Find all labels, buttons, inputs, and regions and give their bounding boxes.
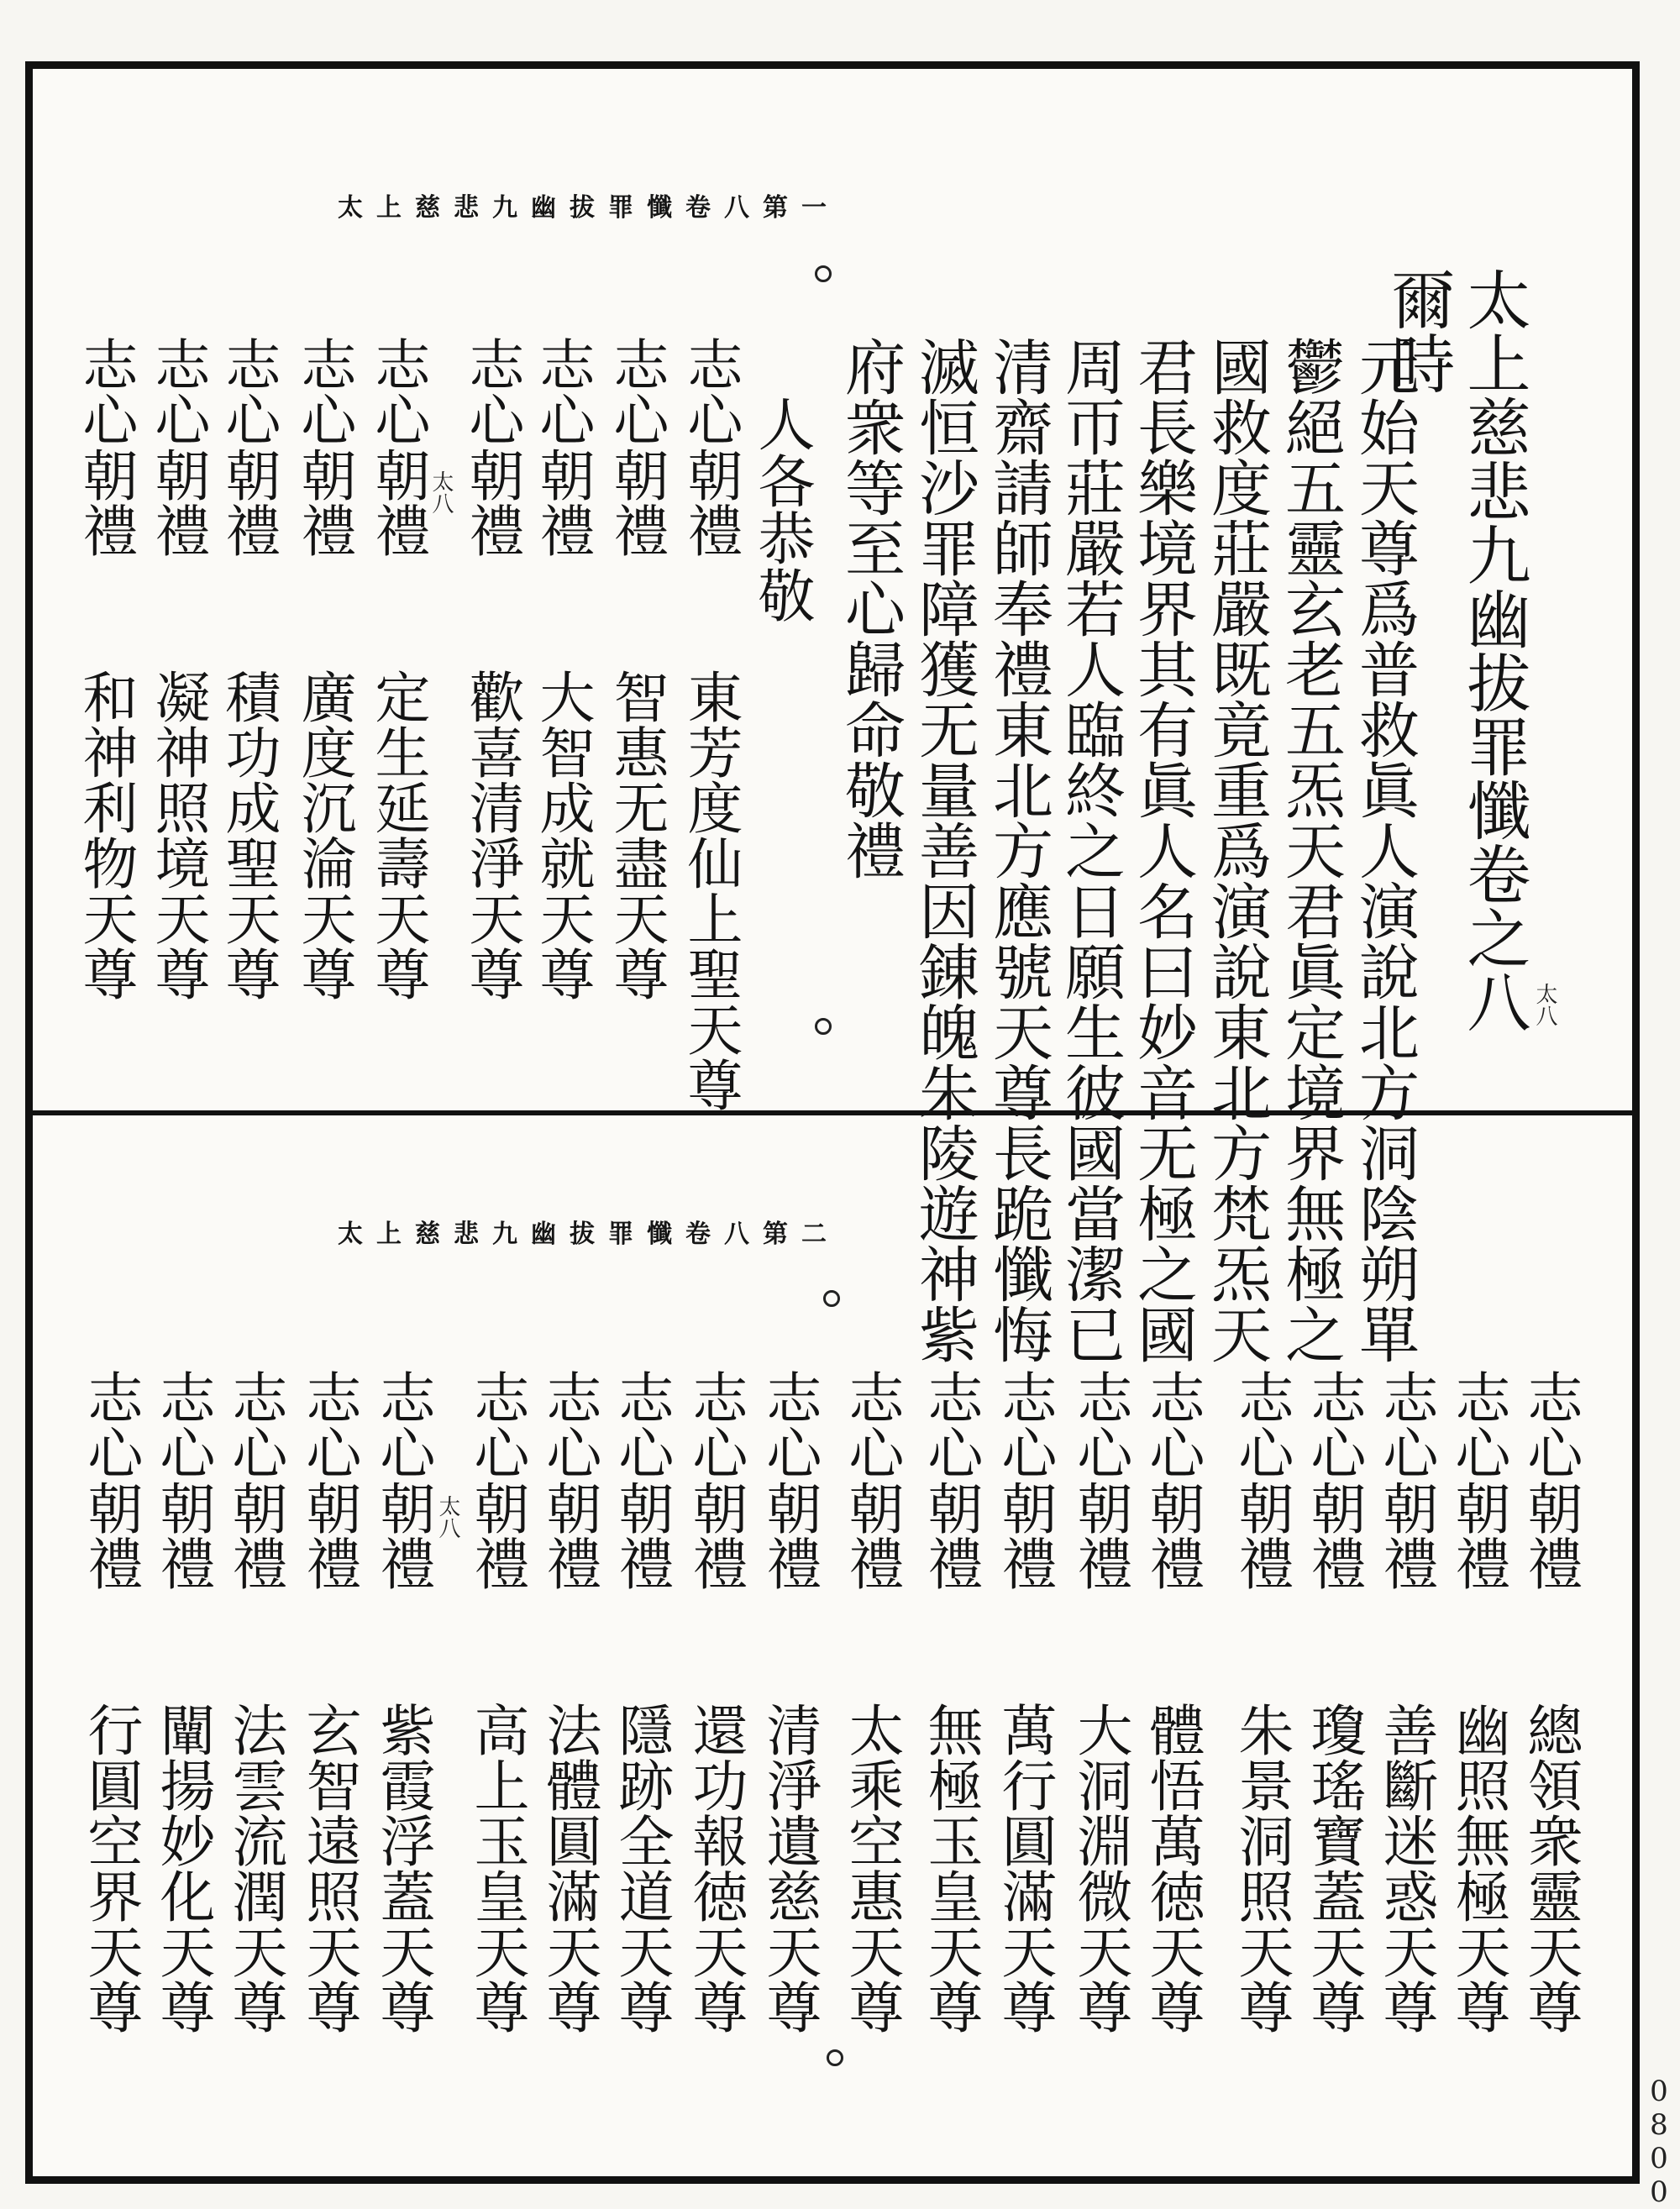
top-line-16: 志心朝禮 定生延壽天尊 (365, 336, 430, 1001)
top-line-7: 周帀莊嚴若人臨終之日願生彼國當潔已 (1055, 336, 1126, 1364)
bottom-line-9: 志心朝禮 無極玉皇天尊 (918, 1369, 983, 2034)
top-line-11: 人各恭敬 (748, 395, 815, 623)
bottom-line-1: 志心朝禮 總領衆靈天尊 (1518, 1369, 1583, 2034)
top-small-mark: 太八 (428, 470, 454, 514)
bottom-line-14: 志心朝禮 法體圓滿天尊 (537, 1369, 601, 2034)
bottom-line-19: 志心朝禮 闡揚妙化天尊 (150, 1369, 215, 2034)
bottom-line-2: 志心朝禮 幽照無極天尊 (1446, 1369, 1510, 2034)
top-line-8: 清齋請師奉禮東北方應號天尊長跪懺悔 (983, 336, 1053, 1364)
top-line-14: 志心朝禮 大智成就天尊 (530, 336, 595, 1001)
top-line-17: 志心朝禮 廣度沉淪天尊 (291, 336, 356, 1001)
binding-hole-top-1 (815, 265, 832, 282)
top-line-1: 太上慈悲九幽拔罪懺卷之八 (1457, 267, 1531, 1033)
bottom-line-6: 志心朝禮 體悟萬徳天尊 (1140, 1369, 1205, 2034)
top-line-9: 滅恒沙罪障獲无量善因錬魄朱陵遊神紫 (909, 336, 979, 1364)
bottom-line-8: 志心朝禮 萬行圓滿天尊 (992, 1369, 1057, 2034)
bottom-line-10: 志心朝禮 太乘空惠天尊 (839, 1369, 904, 2034)
bottom-line-7: 志心朝禮 大洞淵微天尊 (1068, 1369, 1132, 2034)
bottom-line-11: 志心朝禮 清淨遺慈天尊 (757, 1369, 822, 2034)
top-line-6: 君長樂境界其有眞人名曰妙音无極之國 (1127, 336, 1198, 1364)
bottom-line-17: 志心朝禮 玄智遠照天尊 (297, 1369, 361, 2034)
binding-hole-top-2 (815, 1018, 832, 1035)
bottom-line-16: 志心朝禮 紫霞浮蓋天尊 (370, 1369, 435, 2034)
bottom-line-12: 志心朝禮 還功報徳天尊 (683, 1369, 748, 2034)
bottom-line-20: 志心朝禮 行圓空界天尊 (78, 1369, 143, 2034)
top-margin-mark: 太八 (1532, 983, 1557, 1026)
bottom-line-4: 志心朝禮 瓊瑤寶蓋天尊 (1301, 1369, 1366, 2034)
top-line-15: 志心朝禮 歡喜清淨天尊 (459, 336, 524, 1001)
top-line-20: 志心朝禮 和神利物天尊 (73, 336, 138, 1001)
binding-hole-bottom-2 (827, 2049, 843, 2066)
page-number: 0800 (1642, 2075, 1676, 2209)
top-line-2: 爾時 (1381, 267, 1456, 395)
bottom-line-3: 志心朝禮 善斷迷惑天尊 (1373, 1369, 1438, 2034)
binding-hole-bottom-1 (823, 1290, 840, 1307)
bottom-line-13: 志心朝禮 隱跡全道天尊 (609, 1369, 674, 2034)
bottom-running-header: 太上慈悲九幽拔罪懺卷八第二 (338, 1220, 840, 1249)
top-line-19: 志心朝禮 凝神照境天尊 (145, 336, 210, 1001)
top-line-12: 志心朝禮 東芳度仙上聖天尊 (678, 336, 743, 1112)
top-line-3: 元始天尊爲普救眞人演說北方洞陰朔單 (1349, 336, 1420, 1364)
top-running-header: 太上慈悲九幽拔罪懺卷八第一 (338, 193, 840, 223)
top-line-13: 志心朝禮 智惠无盡天尊 (604, 336, 669, 1001)
top-line-4: 鬱絕五靈玄老五炁天君眞定境界無極之 (1275, 336, 1346, 1364)
bottom-line-15: 志心朝禮 高上玉皇天尊 (465, 1369, 529, 2034)
top-line-18: 志心朝禮 積功成聖天尊 (216, 336, 281, 1001)
bottom-line-18: 志心朝禮 法雲流潤天尊 (223, 1369, 287, 2034)
bottom-small-mark: 太八 (435, 1495, 460, 1539)
top-line-5: 國救度莊嚴既竟重爲演說東北方梵炁天 (1201, 336, 1272, 1364)
top-line-10: 府衆等至心歸命敬禮 (835, 336, 906, 880)
bottom-line-5: 志心朝禮 朱景洞照天尊 (1229, 1369, 1294, 2034)
